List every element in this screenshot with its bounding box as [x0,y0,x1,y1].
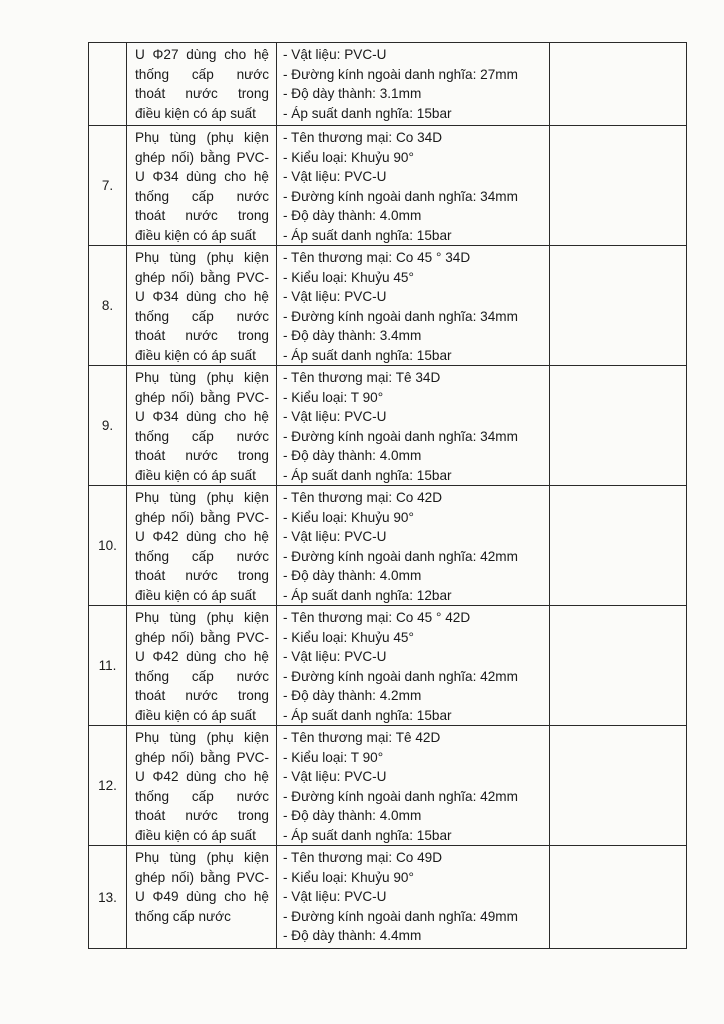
specification-line: - Áp suất danh nghĩa: 15bar [283,827,452,843]
product-name-line: thoát nước trong [135,448,269,463]
product-name-line: ghép nối) bằng PVC- [135,869,269,885]
specification-line: - Áp suất danh nghĩa: 15bar [283,105,452,121]
specification-cell [277,43,550,126]
row-number: 8. [89,246,127,366]
product-name-line: thoát nước trong [135,208,269,223]
specification-line: - Độ dày thành: 4.0mm [283,448,422,463]
specification-cell [277,366,550,486]
table-row [89,606,687,726]
specification-line: - Tên thương mại: Tê 34D [283,370,441,385]
specification-line: - Vật liệu: PVC-U [283,169,387,184]
product-name-line: thống cấp nước [135,548,269,564]
notes-cell [550,43,687,126]
specification-line: - Đường kính ngoài danh nghĩa: 27mm [283,66,518,82]
specification-line: - Độ dày thành: 4.0mm [283,808,422,823]
product-name-line: thoát nước trong [135,328,269,343]
specification-line: - Vật liệu: PVC-U [283,649,387,664]
product-name-line: Phụ tùng (phụ kiện [135,130,269,145]
product-name-line: thống cấp nước [135,66,269,82]
product-name-line: U Φ34 dùng cho hệ [135,409,269,424]
row-number: 7. [89,126,127,246]
row-number: 11. [89,606,127,726]
specification-line: - Kiểu loại: T 90° [283,749,384,765]
specification-line: - Đường kính ngoài danh nghĩa: 34mm [283,308,518,324]
specification-line: - Vật liệu: PVC-U [283,289,387,304]
specification-line: - Tên thương mại: Tê 42D [283,730,441,745]
specification-line: - Vật liệu: PVC-U [283,409,387,424]
product-name-line: Phụ tùng (phụ kiện [135,730,269,745]
product-name-line: U Φ34 dùng cho hệ [135,169,269,184]
specification-line: - Kiểu loại: Khuỷu 90° [283,509,414,525]
product-name-cell [127,246,277,366]
product-name-line: điều kiện có áp suất [135,707,256,723]
row-number: 13. [89,846,127,949]
specification-line: - Áp suất danh nghĩa: 15bar [283,347,452,363]
product-name-line: thống cấp nước [135,908,231,924]
product-name-line: Phụ tùng (phụ kiện [135,370,269,385]
specification-line: - Tên thương mại: Co 45 ° 34D [283,250,471,265]
product-name-cell [127,726,277,846]
product-name-line: điều kiện có áp suất [135,105,256,121]
product-name-line: U Φ42 dùng cho hệ [135,769,269,784]
specification-line: - Vật liệu: PVC-U [283,889,387,904]
notes-cell [550,126,687,246]
table-row [89,246,687,366]
specification-line: - Tên thương mại: Co 42D [283,490,443,505]
product-name-line: U Φ27 dùng cho hệ [135,47,269,62]
product-name-line: U Φ34 dùng cho hệ [135,289,269,304]
table-row [89,126,687,246]
product-name-line: điều kiện có áp suất [135,587,256,603]
row-number [89,43,127,126]
specification-cell [277,606,550,726]
product-name-cell [127,366,277,486]
product-name-line: ghép nối) bằng PVC- [135,269,269,285]
product-name-line: thống cấp nước [135,788,269,804]
specification-line: - Kiểu loại: Khuỷu 90° [283,869,414,885]
product-name-line: Phụ tùng (phụ kiện [135,250,269,265]
specification-line: - Áp suất danh nghĩa: 15bar [283,707,452,723]
product-name-cell [127,43,277,126]
product-name-line: thống cấp nước [135,428,269,444]
specification-line: - Tên thương mại: Co 45 ° 42D [283,610,471,625]
product-name-line: ghép nối) bằng PVC- [135,149,269,165]
notes-cell [550,726,687,846]
product-name-line: thoát nước trong [135,688,269,703]
specification-line: - Độ dày thành: 4.4mm [283,928,422,943]
notes-cell [550,366,687,486]
table-body [89,43,687,949]
table-row [89,366,687,486]
product-name-line: Phụ tùng (phụ kiện [135,850,269,865]
product-name-line: thoát nước trong [135,808,269,823]
specification-line: - Áp suất danh nghĩa: 15bar [283,227,452,243]
product-name-line: thống cấp nước [135,668,269,684]
specification-line: - Độ dày thành: 4.2mm [283,688,422,703]
product-name-cell [127,606,277,726]
specification-line: - Đường kính ngoài danh nghĩa: 49mm [283,908,518,924]
specification-line: - Độ dày thành: 3.4mm [283,328,422,343]
product-name-line: thoát nước trong [135,568,269,583]
specification-line: - Kiểu loại: Khuỷu 45° [283,269,414,285]
notes-cell [550,606,687,726]
product-name-line: ghép nối) bằng PVC- [135,389,269,405]
notes-cell [550,486,687,606]
product-name-line: U Φ42 dùng cho hệ [135,529,269,544]
product-name-line: ghép nối) bằng PVC- [135,509,269,525]
specification-line: - Độ dày thành: 4.0mm [283,568,422,583]
product-name-line: Phụ tùng (phụ kiện [135,610,269,625]
product-name-line: thoát nước trong [135,86,269,101]
specification-line: - Đường kính ngoài danh nghĩa: 42mm [283,788,518,804]
product-spec-table [88,42,687,949]
specification-line: - Kiểu loại: T 90° [283,389,384,405]
specification-line: - Đường kính ngoài danh nghĩa: 42mm [283,668,518,684]
row-number: 12. [89,726,127,846]
specification-cell [277,246,550,366]
specification-line: - Đường kính ngoài danh nghĩa: 42mm [283,548,518,564]
product-name-line: điều kiện có áp suất [135,827,256,843]
table-row [89,726,687,846]
product-name-line: U Φ49 dùng cho hệ [135,889,269,904]
specification-cell [277,486,550,606]
product-name-line: thống cấp nước [135,188,269,204]
specification-line: - Tên thương mại: Co 34D [283,130,443,145]
specification-line: - Tên thương mại: Co 49D [283,850,443,865]
specification-cell [277,126,550,246]
specification-line: - Độ dày thành: 3.1mm [283,86,422,101]
specification-line: - Áp suất danh nghĩa: 12bar [283,587,452,603]
specification-cell [277,726,550,846]
specification-line: - Áp suất danh nghĩa: 15bar [283,467,452,483]
specification-line: - Kiểu loại: Khuỷu 90° [283,149,414,165]
table-row [89,846,687,949]
notes-cell [550,846,687,949]
specification-line: - Độ dày thành: 4.0mm [283,208,422,223]
row-number: 9. [89,366,127,486]
specification-line: - Vật liệu: PVC-U [283,47,387,62]
specification-line: - Đường kính ngoài danh nghĩa: 34mm [283,188,518,204]
product-name-line: ghép nối) bằng PVC- [135,629,269,645]
specification-line: - Kiểu loại: Khuỷu 45° [283,629,414,645]
product-name-line: U Φ42 dùng cho hệ [135,649,269,664]
specification-line: - Vật liệu: PVC-U [283,529,387,544]
product-name-line: ghép nối) bằng PVC- [135,749,269,765]
product-name-cell [127,486,277,606]
product-name-line: thống cấp nước [135,308,269,324]
product-name-cell [127,846,277,949]
table-row [89,486,687,606]
specification-line: - Vật liệu: PVC-U [283,769,387,784]
product-name-line: điều kiện có áp suất [135,467,256,483]
row-number: 10. [89,486,127,606]
notes-cell [550,246,687,366]
product-name-line: điều kiện có áp suất [135,227,256,243]
specification-line: - Đường kính ngoài danh nghĩa: 34mm [283,428,518,444]
product-name-cell [127,126,277,246]
specification-cell [277,846,550,949]
table-row [89,43,687,126]
product-name-line: Phụ tùng (phụ kiện [135,490,269,505]
product-name-line: điều kiện có áp suất [135,347,256,363]
